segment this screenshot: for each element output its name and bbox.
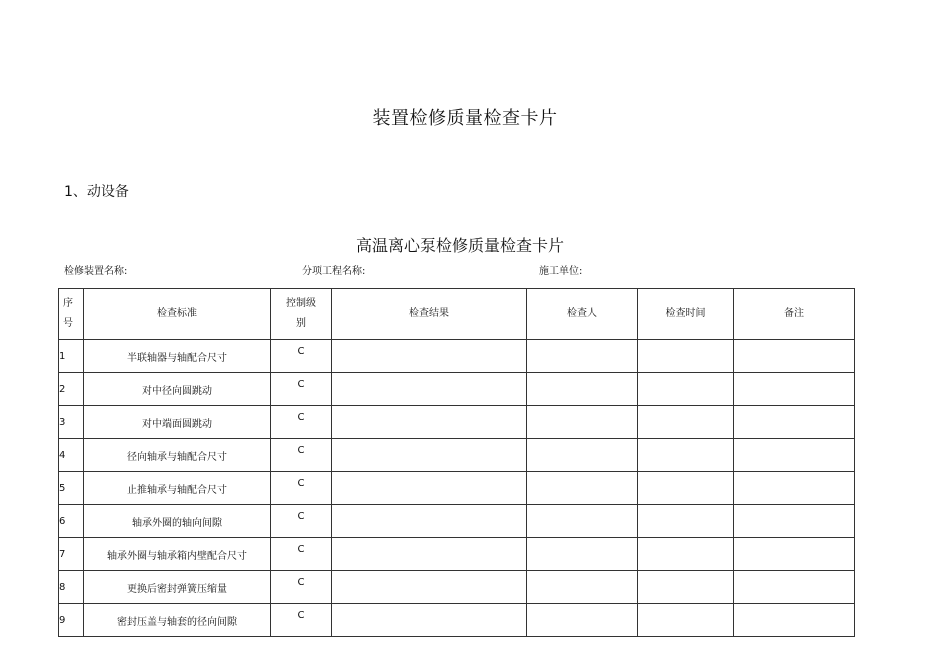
document-title: 装置检修质量检查卡片	[372, 108, 558, 129]
table-row	[59, 571, 855, 604]
row-standard: 止推轴承与轴配合尺寸	[84, 472, 271, 505]
row-standard: 对中端面圆跳动	[84, 406, 271, 439]
row-result-cell	[332, 604, 527, 637]
row-number: 1	[59, 340, 84, 373]
row-result-cell	[332, 472, 527, 505]
row-inspector-cell	[527, 571, 638, 604]
header-seq: 序 号	[59, 289, 84, 340]
table-row	[59, 406, 855, 439]
header-time: 检查时间	[638, 289, 734, 340]
row-time-cell	[638, 373, 734, 406]
row-remark-cell	[734, 538, 855, 571]
row-standard: 径向轴承与轴配合尺寸	[84, 439, 271, 472]
row-number: 9	[59, 604, 84, 637]
row-inspector-cell	[527, 505, 638, 538]
row-remark-cell	[734, 406, 855, 439]
row-control-level: C	[271, 505, 332, 538]
row-inspector-cell	[527, 604, 638, 637]
table-row	[59, 439, 855, 472]
row-control-level: C	[271, 373, 332, 406]
table-row	[59, 472, 855, 505]
row-inspector-cell	[527, 538, 638, 571]
row-inspector-cell	[527, 373, 638, 406]
row-standard: 更换后密封弹簧压缩量	[84, 571, 271, 604]
row-time-cell	[638, 538, 734, 571]
row-result-cell	[332, 571, 527, 604]
row-result-cell	[332, 439, 527, 472]
row-standard: 密封压盖与轴套的径向间隙	[84, 604, 271, 637]
row-inspector-cell	[527, 406, 638, 439]
header-result: 检查结果	[332, 289, 527, 340]
table-row	[59, 505, 855, 538]
card-title: 高温离心泵检修质量检查卡片	[355, 236, 564, 255]
row-inspector-cell	[527, 439, 638, 472]
row-number: 2	[59, 373, 84, 406]
row-time-cell	[638, 472, 734, 505]
row-time-cell	[638, 505, 734, 538]
row-remark-cell	[734, 505, 855, 538]
row-time-cell	[638, 571, 734, 604]
row-result-cell	[332, 505, 527, 538]
table-header-row	[59, 289, 855, 340]
row-number: 8	[59, 571, 84, 604]
row-remark-cell	[734, 571, 855, 604]
row-result-cell	[332, 373, 527, 406]
contractor-label: 施工单位:	[539, 266, 583, 277]
row-time-cell	[638, 604, 734, 637]
table-row	[59, 373, 855, 406]
row-remark-cell	[734, 439, 855, 472]
row-control-level: C	[271, 538, 332, 571]
row-number: 6	[59, 505, 84, 538]
row-control-level: C	[271, 571, 332, 604]
row-inspector-cell	[527, 472, 638, 505]
row-remark-cell	[734, 604, 855, 637]
table-row	[59, 340, 855, 373]
table-row	[59, 538, 855, 571]
row-number: 4	[59, 439, 84, 472]
row-standard: 轴承外圈的轴向间隙	[84, 505, 271, 538]
row-control-level: C	[271, 439, 332, 472]
inspection-table	[58, 288, 855, 637]
row-remark-cell	[734, 340, 855, 373]
header-level: 控制级 别	[271, 289, 332, 340]
section-title: 1、动设备	[64, 184, 129, 200]
row-control-level: C	[271, 406, 332, 439]
row-number: 3	[59, 406, 84, 439]
project-name-label: 分项工程名称:	[302, 266, 366, 277]
row-number: 7	[59, 538, 84, 571]
row-control-level: C	[271, 472, 332, 505]
header-standard: 检查标准	[84, 289, 271, 340]
row-control-level: C	[271, 340, 332, 373]
row-time-cell	[638, 439, 734, 472]
row-standard: 半联轴器与轴配合尺寸	[84, 340, 271, 373]
row-control-level: C	[271, 604, 332, 637]
row-standard: 对中径向圆跳动	[84, 373, 271, 406]
row-result-cell	[332, 340, 527, 373]
header-remark: 备注	[734, 289, 855, 340]
row-time-cell	[638, 406, 734, 439]
row-remark-cell	[734, 472, 855, 505]
header-inspector: 检查人	[527, 289, 638, 340]
row-number: 5	[59, 472, 84, 505]
row-remark-cell	[734, 373, 855, 406]
row-standard: 轴承外圈与轴承箱内壁配合尺寸	[84, 538, 271, 571]
unit-name-label: 检修装置名称:	[64, 266, 128, 277]
row-result-cell	[332, 406, 527, 439]
table-row	[59, 604, 855, 637]
row-inspector-cell	[527, 340, 638, 373]
row-result-cell	[332, 538, 527, 571]
row-time-cell	[638, 340, 734, 373]
